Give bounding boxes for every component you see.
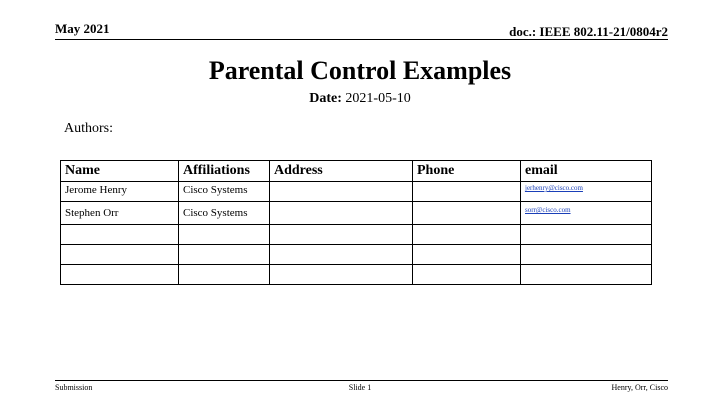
header-rule [55,39,668,40]
header-affiliations: Affiliations [179,161,270,182]
cell-name: Jerome Henry [61,182,179,202]
cell-name [61,245,179,265]
cell-phone [413,265,521,285]
cell-address [270,265,413,285]
cell-phone [413,202,521,225]
cell-address [270,202,413,225]
table-header-row [61,161,652,182]
header-date: May 2021 [55,21,110,36]
cell-address [270,182,413,202]
table-row [61,182,652,202]
table-row [61,202,652,225]
header-name: Name [61,161,179,182]
email-link[interactable]: jerhenry@cisco.com [521,182,652,202]
cell-affiliation [179,225,270,245]
date-value: 2021-05-10 [341,91,411,106]
authors-table [60,160,652,285]
header-doc-id: doc.: IEEE 802.11-21/0804r2 [509,24,668,39]
cell-phone [413,182,521,202]
date-label: Date: [309,91,342,106]
cell-affiliation: Cisco Systems [179,202,270,225]
cell-affiliation [179,245,270,265]
header-email: email [521,161,652,182]
cell-email [521,265,652,285]
footer-rule [55,380,668,381]
footer-slide-number: Slide 1 [348,383,372,392]
email-link[interactable]: sorr@cisco.com [521,202,652,225]
cell-affiliation: Cisco Systems [179,182,270,202]
cell-phone [413,245,521,265]
cell-email [521,225,652,245]
date-line [0,91,720,107]
header-phone: Phone [413,161,521,182]
cell-address [270,225,413,245]
cell-name: Stephen Orr [61,202,179,225]
table-row [61,245,652,265]
cell-phone [413,225,521,245]
header-address: Address [270,161,413,182]
authors-label: Authors: [64,121,113,136]
table-row [61,225,652,245]
slide-title: Parental Control Examples [208,56,512,85]
footer-submission: Submission [55,383,93,392]
cell-affiliation [179,265,270,285]
footer-authors: Henry, Orr, Cisco [611,383,668,392]
cell-name [61,265,179,285]
table-row [61,265,652,285]
cell-email [521,245,652,265]
cell-address [270,245,413,265]
cell-name [61,225,179,245]
